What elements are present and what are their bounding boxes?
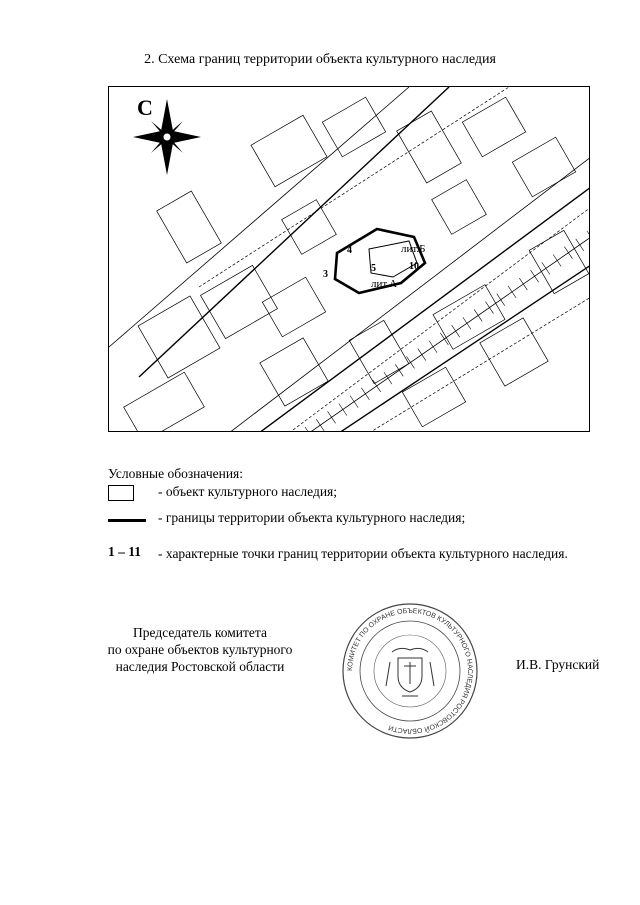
legend-item-text: - характерные точки границ территории объекта культурного наследия.	[158, 546, 568, 561]
page-title: 2. Схема границ территории объекта культурного наследия	[144, 52, 496, 67]
legend-heading: Условные обозначения:	[108, 466, 244, 481]
signatory-name: И.В. Грунский	[516, 657, 600, 672]
boundary-point-number: 5	[371, 263, 376, 274]
legend-item-points	[108, 544, 598, 584]
signatory-position	[80, 624, 320, 675]
north-label: С	[137, 95, 153, 120]
legend-item-text: - границы территории объекта культурного наследия;	[158, 510, 466, 525]
legend-item-text: - объект культурного наследия;	[158, 484, 338, 499]
legend-box-symbol	[108, 485, 134, 501]
official-seal	[340, 600, 480, 742]
boundary-point-number: 4	[347, 245, 352, 256]
svg-text:КОМИТЕТ ПО ОХРАНЕ ОБЪЕКТОВ КУЛ: КОМИТЕТ ПО ОХРАНЕ ОБЪЕКТОВ КУЛЬТУРНОГО НАСЛЕДИЯ РОСТОВСКОЙ ОБЛАСТИ	[346, 607, 474, 735]
boundary-point-number: 3	[323, 269, 328, 280]
position-line: по охране объектов культурного	[107, 642, 293, 657]
legend-item-boundary	[108, 510, 608, 530]
map-label-lit-b: лит.Б	[401, 243, 426, 255]
map-label-lit-a: лит.А	[371, 278, 398, 290]
position-line: наследия Ростовской области	[115, 659, 285, 674]
legend-item-object	[108, 484, 608, 504]
boundary-point-number: 10	[409, 261, 419, 272]
legend-key: 1 – 11	[108, 544, 142, 559]
legend-line-symbol	[108, 519, 146, 522]
position-line: Председатель комитета	[133, 625, 267, 640]
territory-map	[108, 86, 590, 432]
